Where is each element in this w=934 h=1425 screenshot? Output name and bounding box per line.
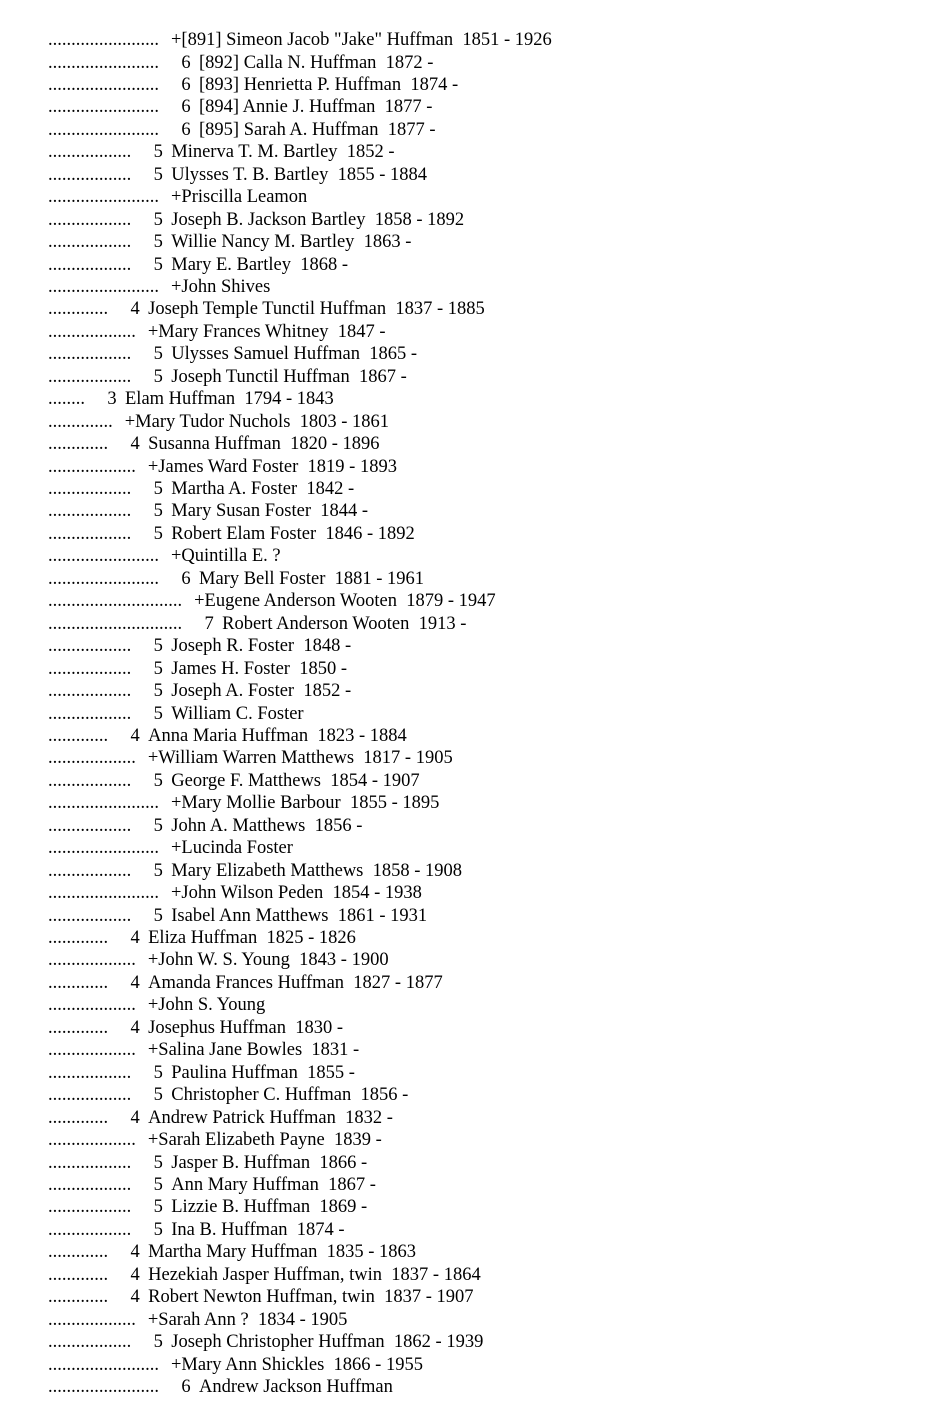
leader-dots: ........................ bbox=[48, 793, 159, 814]
spouse-name: +Sarah Ann ? 1834 - 1905 bbox=[147, 1309, 348, 1330]
leader-dots: .................. bbox=[48, 479, 132, 499]
leader-dots: ................... bbox=[48, 1130, 136, 1150]
descendant-row bbox=[48, 254, 348, 276]
generation-number: 5 bbox=[153, 1332, 163, 1353]
person-name: Christopher C. Huffman 1856 - bbox=[171, 1085, 409, 1106]
generation-number: 5 bbox=[153, 1085, 163, 1106]
spouse-name: +Mary Frances Whitney 1847 - bbox=[147, 321, 386, 342]
descendant-row bbox=[48, 1196, 367, 1218]
person-name: Ina B. Huffman 1874 - bbox=[171, 1219, 345, 1240]
person-name: [895] Sarah A. Huffman 1877 - bbox=[199, 119, 436, 140]
descendant-row bbox=[48, 905, 427, 927]
spouse-name: +Mary Ann Shickles 1866 - 1955 bbox=[171, 1354, 423, 1375]
leader-dots: .................. bbox=[48, 232, 132, 252]
descendant-row bbox=[48, 209, 464, 231]
generation-number: 5 bbox=[153, 815, 163, 836]
descendant-row bbox=[48, 1084, 408, 1106]
descendant-row bbox=[48, 927, 356, 949]
spouse-row bbox=[48, 949, 389, 971]
leader-dots: ........................ bbox=[48, 119, 159, 140]
leader-dots: .................. bbox=[48, 815, 132, 836]
descendant-row bbox=[48, 74, 458, 96]
descendant-row bbox=[48, 1264, 481, 1286]
descendant-row bbox=[48, 231, 411, 253]
spouse-row bbox=[48, 1354, 423, 1376]
leader-dots: .............. bbox=[48, 411, 113, 432]
leader-dots: .................. bbox=[48, 209, 132, 230]
descendant-row bbox=[48, 860, 462, 882]
spouse-row bbox=[48, 456, 397, 478]
leader-dots: ................... bbox=[48, 456, 136, 477]
leader-dots: ........................ bbox=[48, 30, 159, 50]
descendant-row bbox=[48, 972, 443, 994]
leader-dots: .................. bbox=[48, 658, 132, 679]
leader-dots: ............. bbox=[48, 434, 109, 455]
leader-dots: .................. bbox=[48, 770, 132, 791]
person-name: Elam Huffman 1794 - 1843 bbox=[125, 389, 334, 410]
descendant-row bbox=[48, 613, 466, 635]
leader-dots: ................... bbox=[48, 995, 136, 1016]
leader-dots: .................. bbox=[48, 1175, 132, 1195]
generation-number: 5 bbox=[153, 1152, 163, 1173]
leader-dots: .................. bbox=[48, 1197, 132, 1218]
person-name: Mary Elizabeth Matthews 1858 - 1908 bbox=[171, 860, 463, 881]
spouse-name: +Quintilla E. ? bbox=[171, 546, 281, 567]
leader-dots: .................. bbox=[48, 501, 132, 522]
leader-dots: ........................ bbox=[48, 1354, 159, 1375]
spouse-row bbox=[48, 747, 453, 769]
leader-dots: ................... bbox=[48, 1040, 136, 1061]
leader-dots: .................. bbox=[48, 703, 132, 724]
spouse-row bbox=[48, 882, 422, 904]
leader-dots: .................. bbox=[48, 1332, 132, 1353]
generation-number: 5 bbox=[153, 636, 163, 657]
generation-number: 4 bbox=[130, 928, 140, 948]
person-name: James H. Foster 1850 - bbox=[171, 658, 347, 679]
generation-number: 4 bbox=[130, 434, 140, 455]
leader-dots: ................... bbox=[48, 950, 136, 971]
leader-dots: ........................ bbox=[48, 187, 159, 208]
person-name: Hezekiah Jasper Huffman, twin 1837 - 1864 bbox=[148, 1264, 481, 1285]
descendant-row bbox=[48, 500, 368, 522]
descendant-row bbox=[48, 1152, 367, 1174]
descendant-row bbox=[48, 1376, 393, 1398]
person-name: Isabel Ann Matthews 1861 - 1931 bbox=[171, 905, 428, 926]
person-name: John A. Matthews 1856 - bbox=[171, 815, 363, 836]
spouse-name: +Salina Jane Bowles 1831 - bbox=[147, 1040, 360, 1061]
leader-dots: .................. bbox=[48, 1219, 132, 1240]
spouse-name: +John S. Young bbox=[147, 995, 266, 1016]
leader-dots: ............. bbox=[48, 1017, 109, 1038]
descendant-row bbox=[48, 298, 485, 320]
spouse-name: +Lucinda Foster bbox=[171, 838, 293, 859]
person-name: Mary Susan Foster 1844 - bbox=[171, 501, 369, 522]
descendant-row bbox=[48, 725, 407, 747]
person-name: William C. Foster bbox=[171, 703, 304, 724]
person-name: Jasper B. Huffman 1866 - bbox=[171, 1152, 368, 1173]
leader-dots: .................. bbox=[48, 1085, 132, 1106]
leader-dots: ............................. bbox=[48, 613, 183, 634]
generation-number: 5 bbox=[153, 658, 163, 679]
leader-dots: ........................ bbox=[48, 276, 159, 297]
spouse-row bbox=[48, 321, 386, 343]
descendant-row bbox=[48, 366, 407, 388]
person-name: Joseph B. Jackson Bartley 1858 - 1892 bbox=[171, 209, 465, 230]
descendant-row bbox=[48, 52, 433, 74]
person-name: Robert Anderson Wooten 1913 - bbox=[222, 613, 467, 634]
descendant-row bbox=[48, 96, 432, 118]
generation-number: 6 bbox=[181, 119, 191, 140]
leader-dots: .................. bbox=[48, 164, 132, 185]
descendant-row bbox=[48, 770, 420, 792]
spouse-name: +Eugene Anderson Wooten 1879 - 1947 bbox=[194, 591, 496, 612]
leader-dots: .................. bbox=[48, 1062, 132, 1083]
spouse-row bbox=[48, 411, 389, 433]
descendant-row bbox=[48, 1062, 355, 1084]
spouse-row bbox=[48, 1309, 347, 1331]
person-name: [894] Annie J. Huffman 1877 - bbox=[199, 97, 433, 118]
person-name: Eliza Huffman 1825 - 1826 bbox=[148, 928, 356, 948]
descendant-row bbox=[48, 164, 427, 186]
generation-number: 5 bbox=[153, 703, 163, 724]
descendant-row bbox=[48, 658, 347, 680]
person-name: Mary E. Bartley 1868 - bbox=[171, 254, 348, 275]
generation-number: 4 bbox=[130, 725, 140, 746]
leader-dots: ........................ bbox=[48, 838, 159, 859]
spouse-row bbox=[48, 994, 265, 1016]
person-name: Minerva T. M. Bartley 1852 - bbox=[171, 142, 395, 163]
descendant-row bbox=[48, 119, 436, 141]
person-name: Ulysses T. B. Bartley 1855 - 1884 bbox=[171, 164, 427, 185]
generation-number: 6 bbox=[181, 1377, 191, 1397]
leader-dots: .................. bbox=[48, 860, 132, 881]
leader-dots: ........................ bbox=[48, 883, 159, 904]
leader-dots: .................. bbox=[48, 1152, 132, 1173]
generation-number: 5 bbox=[153, 1197, 163, 1218]
descendant-row bbox=[48, 703, 304, 725]
person-name: Joseph Tunctil Huffman 1867 - bbox=[171, 366, 407, 387]
leader-dots: ............. bbox=[48, 299, 109, 320]
generation-number: 4 bbox=[130, 1017, 140, 1038]
generation-number: 5 bbox=[153, 1062, 163, 1083]
person-name: [892] Calla N. Huffman 1872 - bbox=[199, 52, 434, 73]
person-name: Amanda Frances Huffman 1827 - 1877 bbox=[148, 972, 443, 993]
spouse-row bbox=[48, 276, 270, 298]
leader-dots: ............. bbox=[48, 725, 109, 746]
leader-dots: .................. bbox=[48, 366, 132, 387]
descendant-row bbox=[48, 388, 334, 410]
leader-dots: ................... bbox=[48, 1309, 136, 1330]
leader-dots: ............................. bbox=[48, 591, 183, 612]
leader-dots: ........................ bbox=[48, 1377, 159, 1397]
spouse-row bbox=[48, 1129, 382, 1151]
generation-number: 6 bbox=[181, 74, 191, 95]
generation-number: 4 bbox=[130, 1242, 140, 1263]
person-name: Paulina Huffman 1855 - bbox=[171, 1062, 355, 1083]
person-name: George F. Matthews 1854 - 1907 bbox=[171, 770, 420, 791]
spouse-name: +John Shives bbox=[171, 276, 271, 297]
spouse-name: +Mary Mollie Barbour 1855 - 1895 bbox=[171, 793, 440, 814]
spouse-row bbox=[48, 545, 281, 567]
generation-number: 6 bbox=[181, 97, 191, 118]
generation-number: 5 bbox=[153, 254, 163, 275]
leader-dots: ........ bbox=[48, 389, 85, 410]
person-name: Ulysses Samuel Huffman 1865 - bbox=[171, 344, 418, 365]
person-name: Joseph Temple Tunctil Huffman 1837 - 1885 bbox=[148, 299, 485, 320]
leader-dots: ........................ bbox=[48, 546, 159, 567]
descendant-row bbox=[48, 635, 351, 657]
generation-number: 5 bbox=[153, 142, 163, 163]
leader-dots: .................. bbox=[48, 254, 132, 275]
spouse-name: +[891] Simeon Jacob "Jake" Huffman 1851 - 1926 bbox=[171, 30, 552, 50]
descendant-row bbox=[48, 680, 351, 702]
descendant-row bbox=[48, 815, 362, 837]
generation-number: 7 bbox=[204, 613, 214, 634]
person-name: Josephus Huffman 1830 - bbox=[148, 1017, 344, 1038]
spouse-row bbox=[48, 792, 439, 814]
descendant-row bbox=[48, 141, 395, 163]
descendant-row bbox=[48, 1286, 474, 1308]
spouse-row bbox=[48, 1039, 359, 1061]
leader-dots: .................. bbox=[48, 681, 132, 701]
leader-dots: .................. bbox=[48, 636, 132, 657]
descendant-row bbox=[48, 568, 424, 590]
person-name: Joseph Christopher Huffman 1862 - 1939 bbox=[171, 1332, 484, 1353]
generation-number: 5 bbox=[153, 479, 163, 499]
leader-dots: ............. bbox=[48, 928, 109, 948]
spouse-name: +John W. S. Young 1843 - 1900 bbox=[147, 950, 389, 971]
generation-number: 5 bbox=[153, 501, 163, 522]
generation-number: 4 bbox=[130, 1287, 140, 1308]
person-name: Anna Maria Huffman 1823 - 1884 bbox=[148, 725, 407, 746]
generation-number: 5 bbox=[153, 860, 163, 881]
generation-number: 5 bbox=[153, 232, 163, 252]
generation-number: 5 bbox=[153, 770, 163, 791]
generation-number: 6 bbox=[181, 568, 191, 589]
generation-number: 5 bbox=[153, 1219, 163, 1240]
generation-number: 5 bbox=[153, 209, 163, 230]
leader-dots: .................. bbox=[48, 905, 132, 926]
descendant-row bbox=[48, 1107, 393, 1129]
leader-dots: .................. bbox=[48, 523, 132, 544]
leader-dots: .................. bbox=[48, 142, 132, 163]
descendant-row bbox=[48, 1241, 416, 1263]
leader-dots: .................. bbox=[48, 344, 132, 365]
spouse-name: +William Warren Matthews 1817 - 1905 bbox=[147, 748, 453, 769]
leader-dots: ............. bbox=[48, 972, 109, 993]
descendant-row bbox=[48, 433, 380, 455]
person-name: Joseph R. Foster 1848 - bbox=[171, 636, 352, 657]
generation-number: 5 bbox=[153, 523, 163, 544]
generation-number: 6 bbox=[181, 52, 191, 73]
generation-number: 5 bbox=[153, 344, 163, 365]
spouse-row bbox=[48, 186, 307, 208]
leader-dots: ................... bbox=[48, 321, 136, 342]
spouse-row bbox=[48, 837, 293, 859]
leader-dots: ........................ bbox=[48, 74, 159, 95]
generation-number: 4 bbox=[130, 972, 140, 993]
generation-number: 4 bbox=[130, 1107, 140, 1128]
descendant-row bbox=[48, 1017, 343, 1039]
leader-dots: ............. bbox=[48, 1107, 109, 1128]
descendant-row bbox=[48, 523, 415, 545]
spouse-name: +Sarah Elizabeth Payne 1839 - bbox=[147, 1130, 382, 1150]
person-name: Robert Newton Huffman, twin 1837 - 1907 bbox=[148, 1287, 474, 1308]
leader-dots: ........................ bbox=[48, 97, 159, 118]
person-name: Mary Bell Foster 1881 - 1961 bbox=[199, 568, 425, 589]
descendant-row bbox=[48, 343, 417, 365]
leader-dots: ............. bbox=[48, 1242, 109, 1263]
person-name: Robert Elam Foster 1846 - 1892 bbox=[171, 523, 415, 544]
person-name: Andrew Patrick Huffman 1832 - bbox=[148, 1107, 393, 1128]
generation-number: 3 bbox=[107, 389, 117, 410]
descendant-row bbox=[48, 1331, 483, 1353]
spouse-name: +James Ward Foster 1819 - 1893 bbox=[147, 456, 397, 477]
generation-number: 5 bbox=[153, 164, 163, 185]
person-name: Ann Mary Huffman 1867 - bbox=[171, 1175, 376, 1195]
leader-dots: ............. bbox=[48, 1264, 109, 1285]
person-name: Joseph A. Foster 1852 - bbox=[171, 681, 352, 701]
leader-dots: ................... bbox=[48, 748, 136, 769]
person-name: Martha Mary Huffman 1835 - 1863 bbox=[148, 1242, 416, 1263]
generation-number: 5 bbox=[153, 681, 163, 701]
person-name: Martha A. Foster 1842 - bbox=[171, 479, 355, 499]
spouse-name: +John Wilson Peden 1854 - 1938 bbox=[171, 883, 422, 904]
person-name: Willie Nancy M. Bartley 1863 - bbox=[171, 232, 412, 252]
spouse-row bbox=[48, 590, 496, 612]
generation-number: 5 bbox=[153, 366, 163, 387]
person-name: Andrew Jackson Huffman bbox=[199, 1377, 393, 1397]
person-name: [893] Henrietta P. Huffman 1874 - bbox=[199, 74, 459, 95]
descendant-row bbox=[48, 478, 354, 500]
generation-number: 4 bbox=[130, 299, 140, 320]
spouse-name: +Mary Tudor Nuchols 1803 - 1861 bbox=[124, 411, 390, 432]
person-name: Lizzie B. Huffman 1869 - bbox=[171, 1197, 368, 1218]
descendant-row bbox=[48, 1174, 376, 1196]
spouse-name: +Priscilla Leamon bbox=[171, 187, 308, 208]
generation-number: 5 bbox=[153, 1175, 163, 1195]
spouse-row bbox=[48, 29, 552, 51]
descendant-row bbox=[48, 1219, 345, 1241]
generation-number: 4 bbox=[130, 1264, 140, 1285]
leader-dots: ........................ bbox=[48, 52, 159, 73]
leader-dots: ............. bbox=[48, 1287, 109, 1308]
leader-dots: ........................ bbox=[48, 568, 159, 589]
person-name: Susanna Huffman 1820 - 1896 bbox=[148, 434, 380, 455]
generation-number: 5 bbox=[153, 905, 163, 926]
